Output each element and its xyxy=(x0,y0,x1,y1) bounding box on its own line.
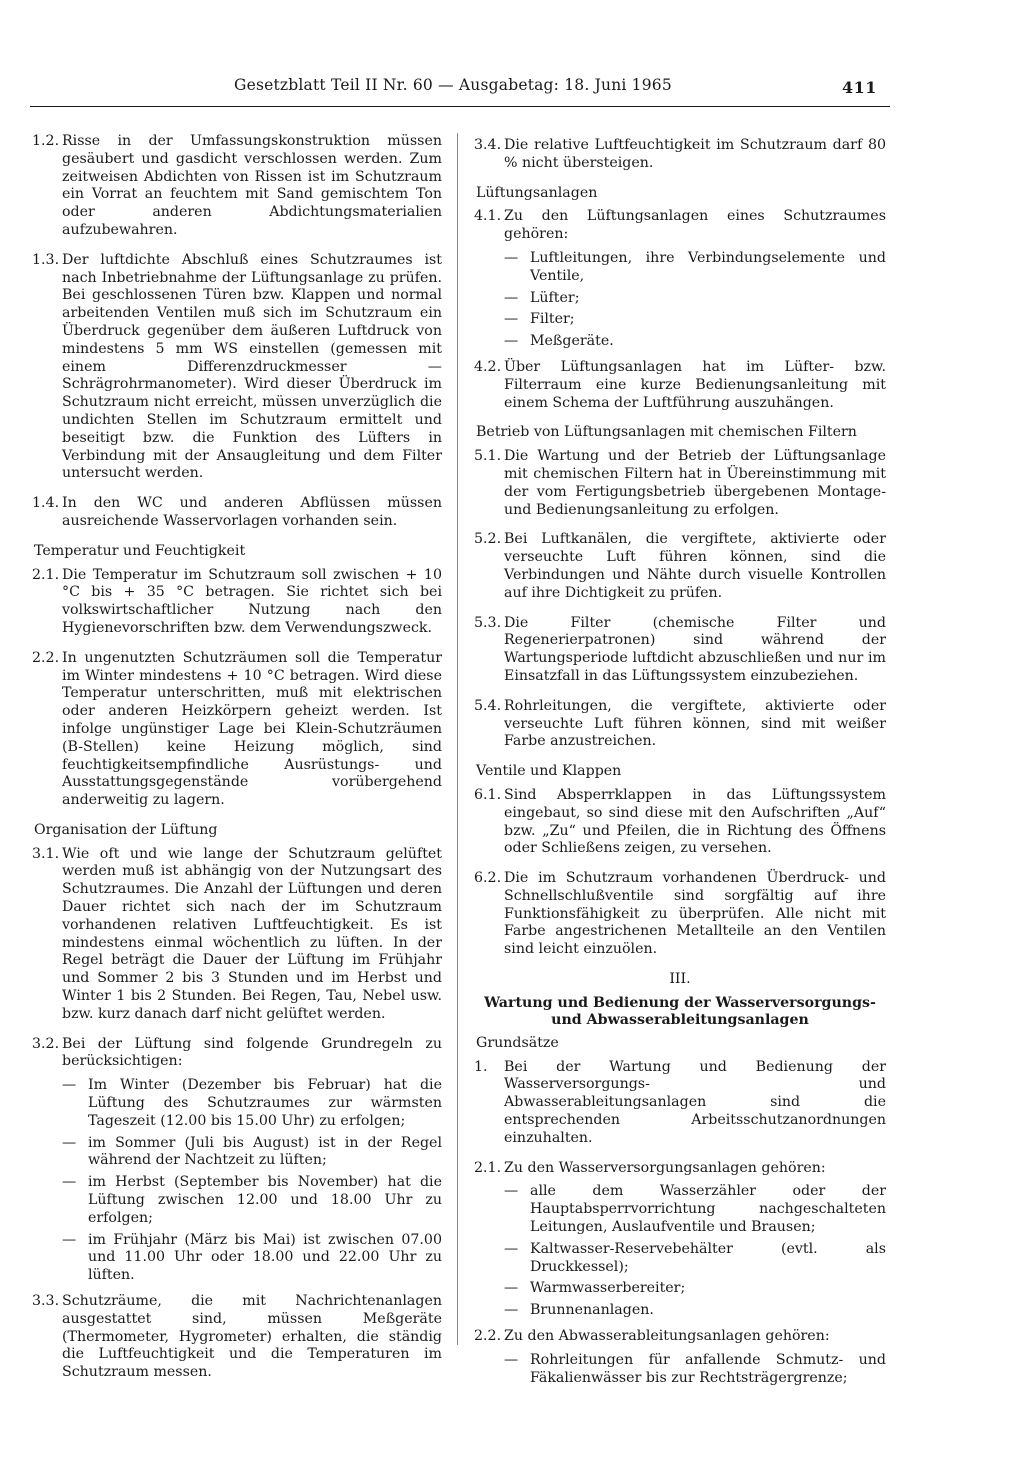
list-item: — im Frühjahr (März bis Mai) ist zwischen 07.00 und 11.00 Uhr oder 18.00 und 22.00 Uhr zu lüften. xyxy=(62,1231,442,1284)
paragraph-number: 2.1. xyxy=(32,566,60,583)
paragraph-text: Schutzräume, die mit Nachrichtenanlagen ausgestattet sind, müssen Meßgeräte (Thermometer, Hygrometer) erhalten, die ständig die Luftfeuchtigkeit und die Temperaturen im Schutzraum messen. xyxy=(62,1293,442,1381)
paragraph-number: 4.1. xyxy=(474,208,502,225)
section-heading-temperatur: Temperatur und Feuchtigkeit xyxy=(34,542,246,559)
list-item: — alle dem Wasserzähler oder der Hauptabsperrvorrichtung nachgeschalteten Leitungen, Auslaufventile und Brausen; xyxy=(504,1183,886,1236)
dash-mark: — xyxy=(504,249,519,266)
paragraph-number: 1.3. xyxy=(32,251,60,268)
paragraph-number: 1. xyxy=(474,1058,488,1075)
paragraph-5-4 xyxy=(474,698,886,751)
list-item: — Lüfter; xyxy=(504,289,580,306)
paragraph-text: Die Temperatur im Schutzraum soll zwischen + 10 °C bis + 35 °C betragen. Sie richtet sich bei volkswirtschaftlicher Nutzung nach den Hygienevorschriften bzw. dem Verwendungszweck. xyxy=(62,566,442,636)
dash-mark: — xyxy=(62,1231,77,1248)
paragraph-text: Bei Luftkanälen, die vergiftete, aktivierte oder verseuchte Luft führen können, sind die Verbindungen und Nähte durch visuelle Kontrollen auf ihre Dichtigkeit zu prüfen. xyxy=(504,531,886,601)
page-number: 411 xyxy=(842,78,877,97)
right-column xyxy=(474,137,886,1395)
paragraph-6-2 xyxy=(474,870,886,959)
paragraph-1-3 xyxy=(32,252,442,483)
paragraph-text: Risse in der Umfassungskonstruktion müssen gesäubert und gasdicht verschlossen werden. Zum zeitweisen Abdichten von Rissen ist im Schutzraum ein Vorrat an feuchtem mit Sand gemischtem Ton oder anderen Abdichtungsmaterialien aufzubewahren. xyxy=(62,133,442,238)
paragraph-2-1 xyxy=(32,567,442,638)
header-rule xyxy=(30,106,890,107)
paragraph-number: 6.1. xyxy=(474,786,502,803)
paragraph-number: 3.2. xyxy=(32,1035,60,1052)
paragraph-4-2 xyxy=(474,359,886,412)
paragraph-3-3 xyxy=(32,1293,442,1382)
section-heading-lueftungsanlagen: Lüftungsanlagen xyxy=(476,184,598,201)
paragraph-number: 1.4. xyxy=(32,495,60,512)
paragraph-5-1 xyxy=(474,448,886,519)
list-item: — Meßgeräte. xyxy=(504,333,614,350)
paragraph-number: 5.4. xyxy=(474,697,502,714)
section-heading-lueftung: Organisation der Lüftung xyxy=(34,821,218,838)
dash-mark: — xyxy=(62,1134,77,1151)
paragraph-1-2 xyxy=(32,133,442,240)
paragraph-text: Rohrleitungen, die vergiftete, aktivierte oder verseuchte Luft führen können, sind mit weißer Farbe anzustreichen. xyxy=(504,697,886,750)
left-column xyxy=(32,133,442,1394)
paragraph-text: Die relative Luftfeuchtigkeit im Schutzraum darf 80 % nicht übersteigen. xyxy=(504,137,886,171)
dash-mark: — xyxy=(504,1183,519,1200)
paragraph-text: Zu den Lüftungsanlagen eines Schutzraumes gehören: xyxy=(504,208,886,243)
paragraph-text: Zu den Abwasserableitungsanlagen gehören: xyxy=(504,1328,830,1345)
list-item: — Luftleitungen, ihre Verbindungselemente und Ventile, xyxy=(504,249,886,284)
dash-mark: — xyxy=(504,1351,519,1368)
paragraph-5-2 xyxy=(474,531,886,602)
paragraph-text: Über Lüftungsanlagen hat im Lüfter- bzw. Filterraum eine kurze Bedienungsanleitung mit einem Schema der Luftführung auszuhängen. xyxy=(504,358,886,411)
column-divider xyxy=(457,133,458,1345)
dash-mark: — xyxy=(504,289,519,306)
paragraph-text: Wie oft und wie lange der Schutzraum gelüftet werden muß ist abhängig von der Nutzungsart des Schutzraumes. Die Anzahl der Lüftungen und deren Dauer richtet sich nach der im Schutzraum vorhandenen relativen Luftfeuchtigkeit. Es ist mindestens einmal wöchentlich zu lüften. In der Regel beträgt die Dauer der Lüftung im Frühjahr und Sommer 2 bis 3 Stunden und im Herbst und Winter 1 bis 2 Stunden. Bei Regen, Tau, Nebel usw. bzw. kurz danach darf nicht gelüftet werden. xyxy=(62,845,442,1022)
paragraph-number: 4.2. xyxy=(474,358,502,375)
dash-mark: — xyxy=(62,1077,77,1094)
paragraph-5-3 xyxy=(474,615,886,686)
paragraph-1-4 xyxy=(32,495,442,531)
paragraph-6-1 xyxy=(474,787,886,858)
paragraph-number: 3.1. xyxy=(32,845,60,862)
paragraph-2-2-water xyxy=(474,1328,886,1346)
paragraph-text: Zu den Wasserversorgungsanlagen gehören: xyxy=(504,1159,826,1176)
dash-mark: — xyxy=(504,1240,519,1257)
paragraph-4-1 xyxy=(474,208,886,244)
paragraph-number: 5.2. xyxy=(474,531,502,548)
paragraph-3-4 xyxy=(474,137,886,173)
paragraph-text: In ungenutzten Schutzräumen soll die Temperatur im Winter mindestens + 10 °C betragen. Wird diese Temperatur unterschritten, muß mit elektrischen oder anderen Heizkörpern geheizt werden. Ist infolge ungünstiger Lage bei Klein-Schutzräumen (B-Stellen) keine Heizung möglich, sind feuchtigkeitsempfindliche Ausrüstungs- und Ausstattungsgegenstände vorübergehend anderweitig zu lagern. xyxy=(62,649,442,809)
dash-list xyxy=(504,1183,886,1320)
paragraph-2-1-water xyxy=(474,1160,886,1178)
dash-list xyxy=(62,1077,442,1285)
chapter-title: Wartung und Bedienung der Wasserversorgungs- und Abwasserableitungsanlagen xyxy=(484,994,876,1028)
section-heading-betrieb: Betrieb von Lüftungsanlagen mit chemischen Filtern xyxy=(476,424,857,441)
paragraph-3-1 xyxy=(32,846,442,1024)
paragraph-number: 3.3. xyxy=(32,1293,60,1310)
paragraph-text: Bei der Lüftung sind folgende Grundregeln zu berücksichtigen: xyxy=(62,1035,442,1070)
list-item: — Im Winter (Dezember bis Februar) hat die Lüftung des Schutzraumes zur wärmsten Tageszeit (12.00 bis 15.00 Uhr) zu erfolgen; xyxy=(62,1077,442,1129)
running-header: Gesetzblatt Teil II Nr. 60 — Ausgabetag: 18. Juni 1965 xyxy=(234,76,672,94)
list-item: — Kaltwasser-Reservebehälter (evtl. als Druckkessel); xyxy=(504,1240,886,1275)
paragraph-text: Die Wartung und der Betrieb der Lüftungsanlage mit chemischen Filtern hat in Übereinstimmung mit der vom Fertigungsbetrieb übergebenen Montage- und Bedienungsanleitung zu erfolgen. xyxy=(504,448,886,518)
paragraph-text: Bei der Wartung und Bedienung der Wasserversorgungs- und Abwasserableitungsanlagen sind die entsprechenden Arbeitsschutzanordnungen einzuhalten. xyxy=(504,1058,886,1146)
dash-list xyxy=(504,1352,886,1388)
paragraph-text: In den WC und anderen Abflüssen müssen ausreichende Wasservorlagen vorhanden sein. xyxy=(62,495,442,529)
paragraph-number: 3.4. xyxy=(474,137,502,153)
dash-mark: — xyxy=(62,1174,77,1191)
chapter-number: III. xyxy=(669,971,691,988)
paragraph-number: 2.2. xyxy=(474,1328,502,1345)
paragraph-text: Die Filter (chemische Filter und Regenerierpatronen) sind während der Wartungsperiode luftdicht abzuschließen und nur im Einsatzfall in das Lüftungssystem einzubeziehen. xyxy=(504,614,886,684)
section-heading-grundsaetze: Grundsätze xyxy=(476,1034,559,1051)
paragraph-number: 5.3. xyxy=(474,614,502,631)
section-heading-ventile: Ventile und Klappen xyxy=(476,763,622,780)
list-item: — im Herbst (September bis November) hat die Lüftung zwischen 12.00 und 18.00 Uhr zu erfolgen; xyxy=(62,1174,442,1226)
paragraph-number: 2.2. xyxy=(32,649,60,666)
list-item: — im Sommer (Juli bis August) ist in der Regel während der Nachtzeit zu lüften; xyxy=(62,1134,442,1169)
paragraph-3-2 xyxy=(32,1036,442,1072)
list-item: — Warmwasserbereiter; xyxy=(504,1280,686,1297)
paragraph-text: Die im Schutzraum vorhandenen Überdruck- und Schnellschlußventile sind sorgfältig auf ihre Funktionsfähigkeit zu überprüfen. Alle nicht mit Farbe angestrichenen Metallteile an den Ventilen sind leicht einzuölen. xyxy=(504,870,886,958)
dash-mark: — xyxy=(504,311,519,328)
list-item: — Brunnenanlagen. xyxy=(504,1302,654,1319)
paragraph-text: Der luftdichte Abschluß eines Schutzraumes ist nach Inbetriebnahme der Lüftungsanlage zu prüfen. Bei geschlossenen Türen bzw. Klappen und normal arbeitenden Ventilen muß sich im Schutzraum ein Überdruck gegenüber dem äußeren Luftdruck von mindestens 5 mm WS einstellen (gemessen mit einem Differenzdruckmesser — Schrägrohrmanometer). Wird dieser Überdruck im Schutzraum nicht erreicht, müssen unverzüglich die undichten Stellen im Schutzraum ermittelt und beseitigt bzw. die Funktion des Lüfters in Verbindung mit der Ansaugleitung und dem Filter untersucht werden. xyxy=(62,251,442,482)
dash-mark: — xyxy=(504,1302,519,1319)
paragraph-number: 2.1. xyxy=(474,1159,502,1176)
paragraph-number: 6.2. xyxy=(474,870,502,887)
dash-mark: — xyxy=(504,333,519,350)
paragraph-number: 1.2. xyxy=(32,133,60,149)
paragraph-2-2 xyxy=(32,650,442,810)
list-item: — Filter; xyxy=(504,311,575,328)
paragraph-text: Sind Absperrklappen in das Lüftungssystem eingebaut, so sind diese mit den Aufschriften „Auf“ bzw. „Zu“ und Pfeilen, die in Richtung des Öffnens oder Schließens zeigen, zu versehen. xyxy=(504,786,886,857)
paragraph-1 xyxy=(474,1059,886,1148)
dash-mark: — xyxy=(504,1280,519,1297)
paragraph-number: 5.1. xyxy=(474,448,502,465)
list-item: — Rohrleitungen für anfallende Schmutz- und Fäkalienwässer bis zur Rechtsträgergrenze; xyxy=(504,1351,886,1386)
dash-list xyxy=(504,250,886,351)
